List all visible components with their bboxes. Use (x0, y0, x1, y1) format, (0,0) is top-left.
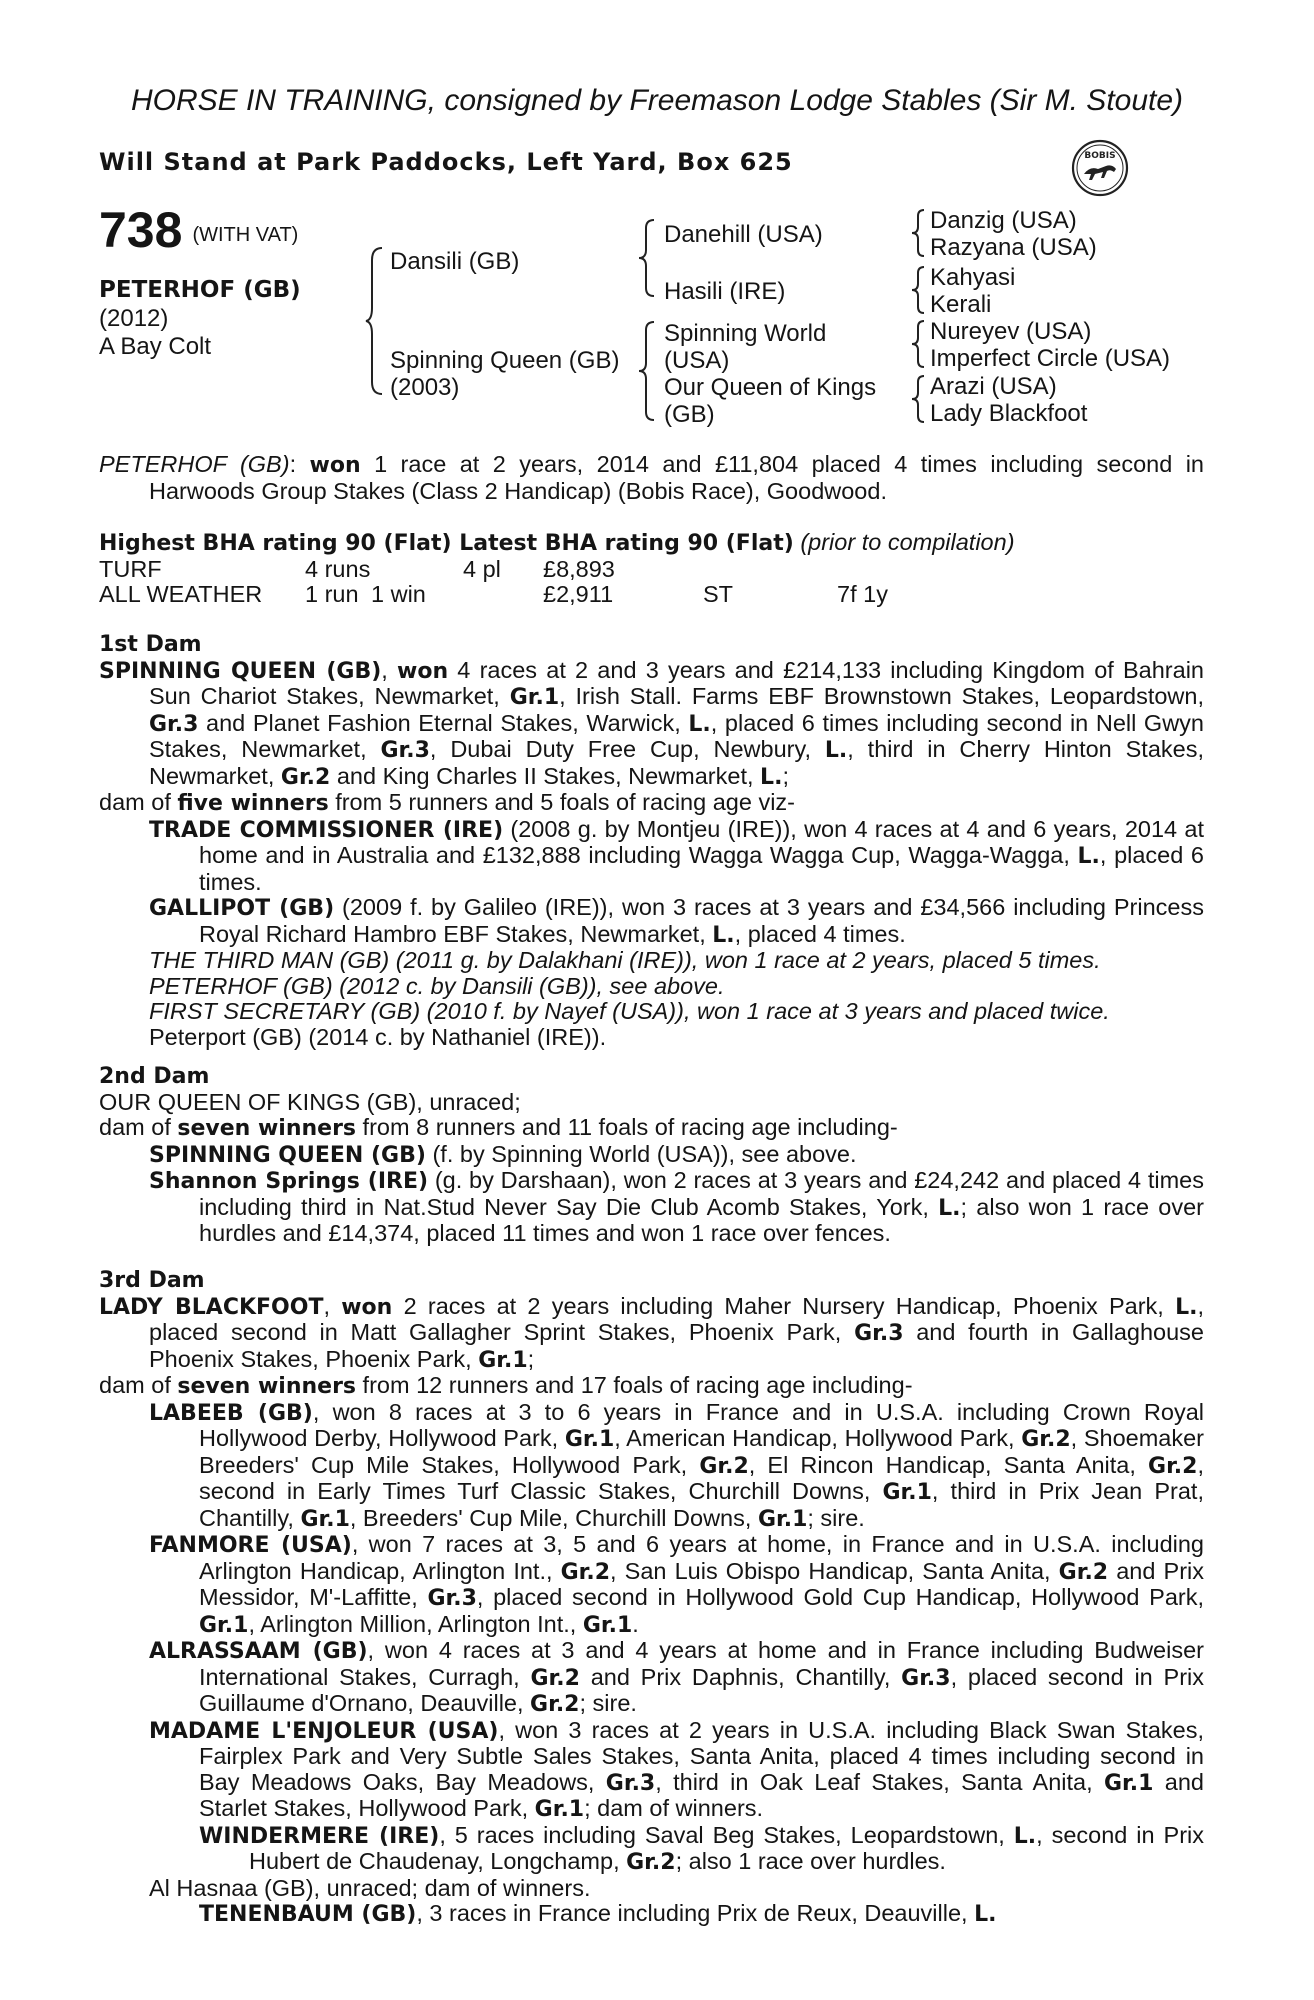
list-item: THE THIRD MAN (GB) (2011 g. by Dalakhani (IRE)), won 1 race at 2 years, placed 5 times. (149, 947, 1101, 973)
list-item: FANMORE (USA), won 7 races at 3, 5 and 6 years at home, in France and in U.S.A. including Arlington Handicap, Arlington Int., Gr.2, San Luis Obispo Handicap, Santa Anita, Gr.2 and Prix Messidor, M'-Laffitte, Gr.3, placed second in Hollywood Gold Cup Handicap, Hollywood Park, Gr.1, Arlington Million, Arlington Int., Gr.1. (149, 1531, 1205, 1638)
pedigree-dam-line1: Spinning Queen (GB) (390, 347, 620, 374)
summary-text: 1 race at 2 years, 2014 and £11,804 placed 4 times including second in Harwoods Group Stakes (Class 2 Handicap) (Bobis Race), Goodwood. (149, 451, 1205, 504)
pedigree-brace-sire-line (636, 218, 656, 298)
summary-horse-name: PETERHOF (GB) (99, 451, 290, 477)
second-dam-line: OUR QUEEN OF KINGS (GB), unraced; (99, 1088, 521, 1115)
pedigree-sds: Kahyasi (930, 264, 1016, 291)
pedigree-dds: Arazi (USA) (930, 373, 1057, 400)
pedigree-sdd: Kerali (930, 291, 992, 318)
list-item: LABEEB (GB), won 8 races at 3 to 6 years in France and in U.S.A. including Crown Royal Hollywood Derby, Hollywood Park, Gr.1, American Handicap, Hollywood Park, Gr.2, Shoemaker Breeders' Cup Mile Stakes, Hollywood Park, Gr.2, El Rincon Handicap, Santa Anita, Gr.2, second in Early Times Turf Classic Stakes, Churchill Downs, Gr.1, third in Prix Jean Prat, Chantilly, Gr.1, Breeders' Cup Mile, Churchill Downs, Gr.1; sire. (149, 1398, 1205, 1532)
second-dam-heading: 2nd Dam (99, 1064, 210, 1089)
location-line: Will Stand at Park Paddocks, Left Yard, Box 625 (99, 148, 793, 176)
list-item: Al Hasnaa (GB), unraced; dam of winners. (149, 1874, 591, 1901)
pedigree-brace-dam-line (636, 320, 656, 422)
pedigree-dam-sire-line1: Spinning World (664, 320, 827, 347)
first-dam-paragraph: SPINNING QUEEN (GB), won 4 races at 2 and 3 years and £214,133 including Kingdom of Bahrain Sun Chariot Stakes, Newmarket, Gr.1, Irish Stall. Farms EBF Brownstown Stakes, Leopardstown, Gr.3 and Planet Fashion Eternal Stakes, Warwick, L., placed 6 times including second in Nell Gwyn Stakes, Newmarket, Gr.3, Dubai Duty Free Cup, Newbury, L., third in Cherry Hinton Stakes, Newmarket, Gr.2 and King Charles II Stakes, Newmarket, L.; (99, 656, 1205, 790)
list-item: TRADE COMMISSIONER (IRE) (2008 g. by Montjeu (IRE)), won 4 races at 4 and 6 years, 2014 at home and in Australia and £132,888 including Wagga Wagga Cup, Wagga-Wagga, L., placed 6 times. (149, 815, 1205, 895)
rating-section (99, 530, 1204, 607)
pedigree-brace-g3-3 (910, 319, 926, 369)
pedigree-brace-g3-4 (910, 374, 926, 424)
pedigree-brace-sire-dam (364, 246, 384, 396)
horse-name: PETERHOF (GB) (99, 277, 301, 303)
first-dam-heading: 1st Dam (99, 632, 202, 657)
pedigree-brace-g3-1 (910, 208, 926, 258)
table-row: ALL WEATHER 1 run 1 win £2,911 ST 7f 1y (99, 580, 888, 607)
pedigree-dam-dam-line1: Our Queen of Kings (664, 374, 877, 401)
list-item: FIRST SECRETARY (GB) (2010 f. by Nayef (USA)), won 1 race at 3 years and placed twice. (149, 998, 1110, 1024)
list-item: PETERHOF (GB) (2012 c. by Dansili (GB)), see above. (149, 972, 725, 999)
list-item: ALRASSAAM (GB), won 4 races at 3 and 4 years at home and in France including Budweiser International Stakes, Curragh, Gr.2 and Prix Daphnis, Chantilly, Gr.3, placed second in Prix Guillaume d'Ornano, Deauville, Gr.2; sire. (149, 1637, 1205, 1717)
rating-bold: Highest BHA rating 90 (Flat) Latest BHA rating 90 (Flat) (99, 531, 794, 556)
third-dam-section (99, 1268, 1204, 1928)
first-dam-produce-line: dam of five winners from 5 runners and 5 foals of racing age viz- (99, 789, 795, 816)
vat-note: (WITH VAT) (192, 224, 299, 246)
bobis-logo-icon (1070, 138, 1130, 198)
consignment-line: HORSE IN TRAINING, consigned by Freemason Lodge Stables (Sir M. Stoute) (130, 84, 1184, 117)
logo-text: BOBIS (1084, 151, 1116, 161)
third-dam-produce-line: dam of seven winners from 12 runners and 17 foals of racing age including- (99, 1372, 913, 1399)
pedigree-sire: Dansili (GB) (390, 248, 520, 275)
race-summary (99, 452, 1204, 504)
lot-number: 738 (99, 202, 183, 258)
list-item: MADAME L'ENJOLEUR (USA), won 3 races at 2 years in U.S.A. including Black Swan Stakes, Fairplex Park and Very Subtle Sales Stakes, Santa Anita, placed 4 times including second in Bay Meadows Oaks, Bay Meadows, Gr.3, third in Oak Leaf Stakes, Santa Anita, Gr.1 and Starlet Stakes, Hollywood Park, Gr.1; dam of winners. (149, 1716, 1204, 1822)
third-dam-heading: 3rd Dam (99, 1268, 205, 1293)
list-item: Peterport (GB) (2014 c. by Nathaniel (IRE)). (149, 1023, 607, 1050)
pedigree-ssd: Razyana (USA) (930, 234, 1097, 261)
horse-description: A Bay Colt (99, 333, 212, 360)
third-dam-paragraph: LADY BLACKFOOT, won 2 races at 2 years including Maher Nursery Handicap, Phoenix Park, L., placed second in Matt Gallagher Sprint Stakes, Phoenix Park, Gr.3 and fourth in Gallaghouse Phoenix Stakes, Phoenix Park, Gr.1; (99, 1292, 1204, 1373)
list-item: GALLIPOT (GB) (2009 f. by Galileo (IRE)), won 3 races at 3 years and £34,566 including Princess Royal Richard Hambro EBF Stakes, Newmarket, L., placed 4 times. (149, 894, 1204, 948)
pedigree-brace-g3-2 (910, 265, 926, 315)
list-item: Shannon Springs (IRE) (g. by Darshaan), won 2 races at 3 years and £24,242 and placed 4 times including third in Nat.Stud Never Say Die Club Acomb Stakes, York, L.; also won 1 race over hurdles and £14,374, placed 11 times and won 1 race over fences. (149, 1167, 1204, 1246)
pedigree-sss: Danzig (USA) (930, 207, 1077, 234)
second-dam-section (99, 1064, 1204, 1247)
list-item: TENENBAUM (GB), 3 races in France including Prix de Reux, Deauville, L. (199, 1900, 997, 1927)
first-dam-section (99, 632, 1204, 1050)
pedigree-ddd: Lady Blackfoot (930, 400, 1088, 427)
second-dam-produce-line: dam of seven winners from 8 runners and 11 foals of racing age including- (99, 1114, 898, 1141)
summary-paragraph: PETERHOF (GB): won 1 race at 2 years, 2014 and £11,804 placed 4 times including second in Harwoods Group Stakes (Class 2 Handicap) (Bobis Race), Goodwood. (99, 451, 1205, 504)
pedigree-dsd: Imperfect Circle (USA) (930, 345, 1171, 372)
pedigree-sire-sire: Danehill (USA) (664, 221, 823, 248)
pedigree-dam-line2: (2003) (390, 374, 460, 401)
rating-line (99, 530, 1204, 557)
pedigree-dam-dam-line2: (GB) (664, 401, 715, 428)
pedigree-dam-sire-line2: (USA) (664, 347, 730, 374)
table-row: TURF 4 runs 4 pl £8,893 (99, 555, 615, 582)
rating-note: (prior to compilation) (800, 529, 1015, 555)
list-item: SPINNING QUEEN (GB) (f. by Spinning World (USA)), see above. (149, 1140, 857, 1168)
race-record-table (99, 557, 888, 607)
pedigree-dss: Nureyev (USA) (930, 318, 1092, 345)
lot-number-row (99, 202, 299, 258)
won-word: won (309, 453, 361, 478)
pedigree-sire-dam: Hasili (IRE) (664, 278, 786, 305)
horse-year: (2012) (99, 305, 169, 332)
list-item: WINDERMERE (IRE), 5 races including Saval Beg Stakes, Leopardstown, L., second in Prix Hubert de Chaudenay, Longchamp, Gr.2; also 1 race over hurdles. (199, 1821, 1204, 1875)
